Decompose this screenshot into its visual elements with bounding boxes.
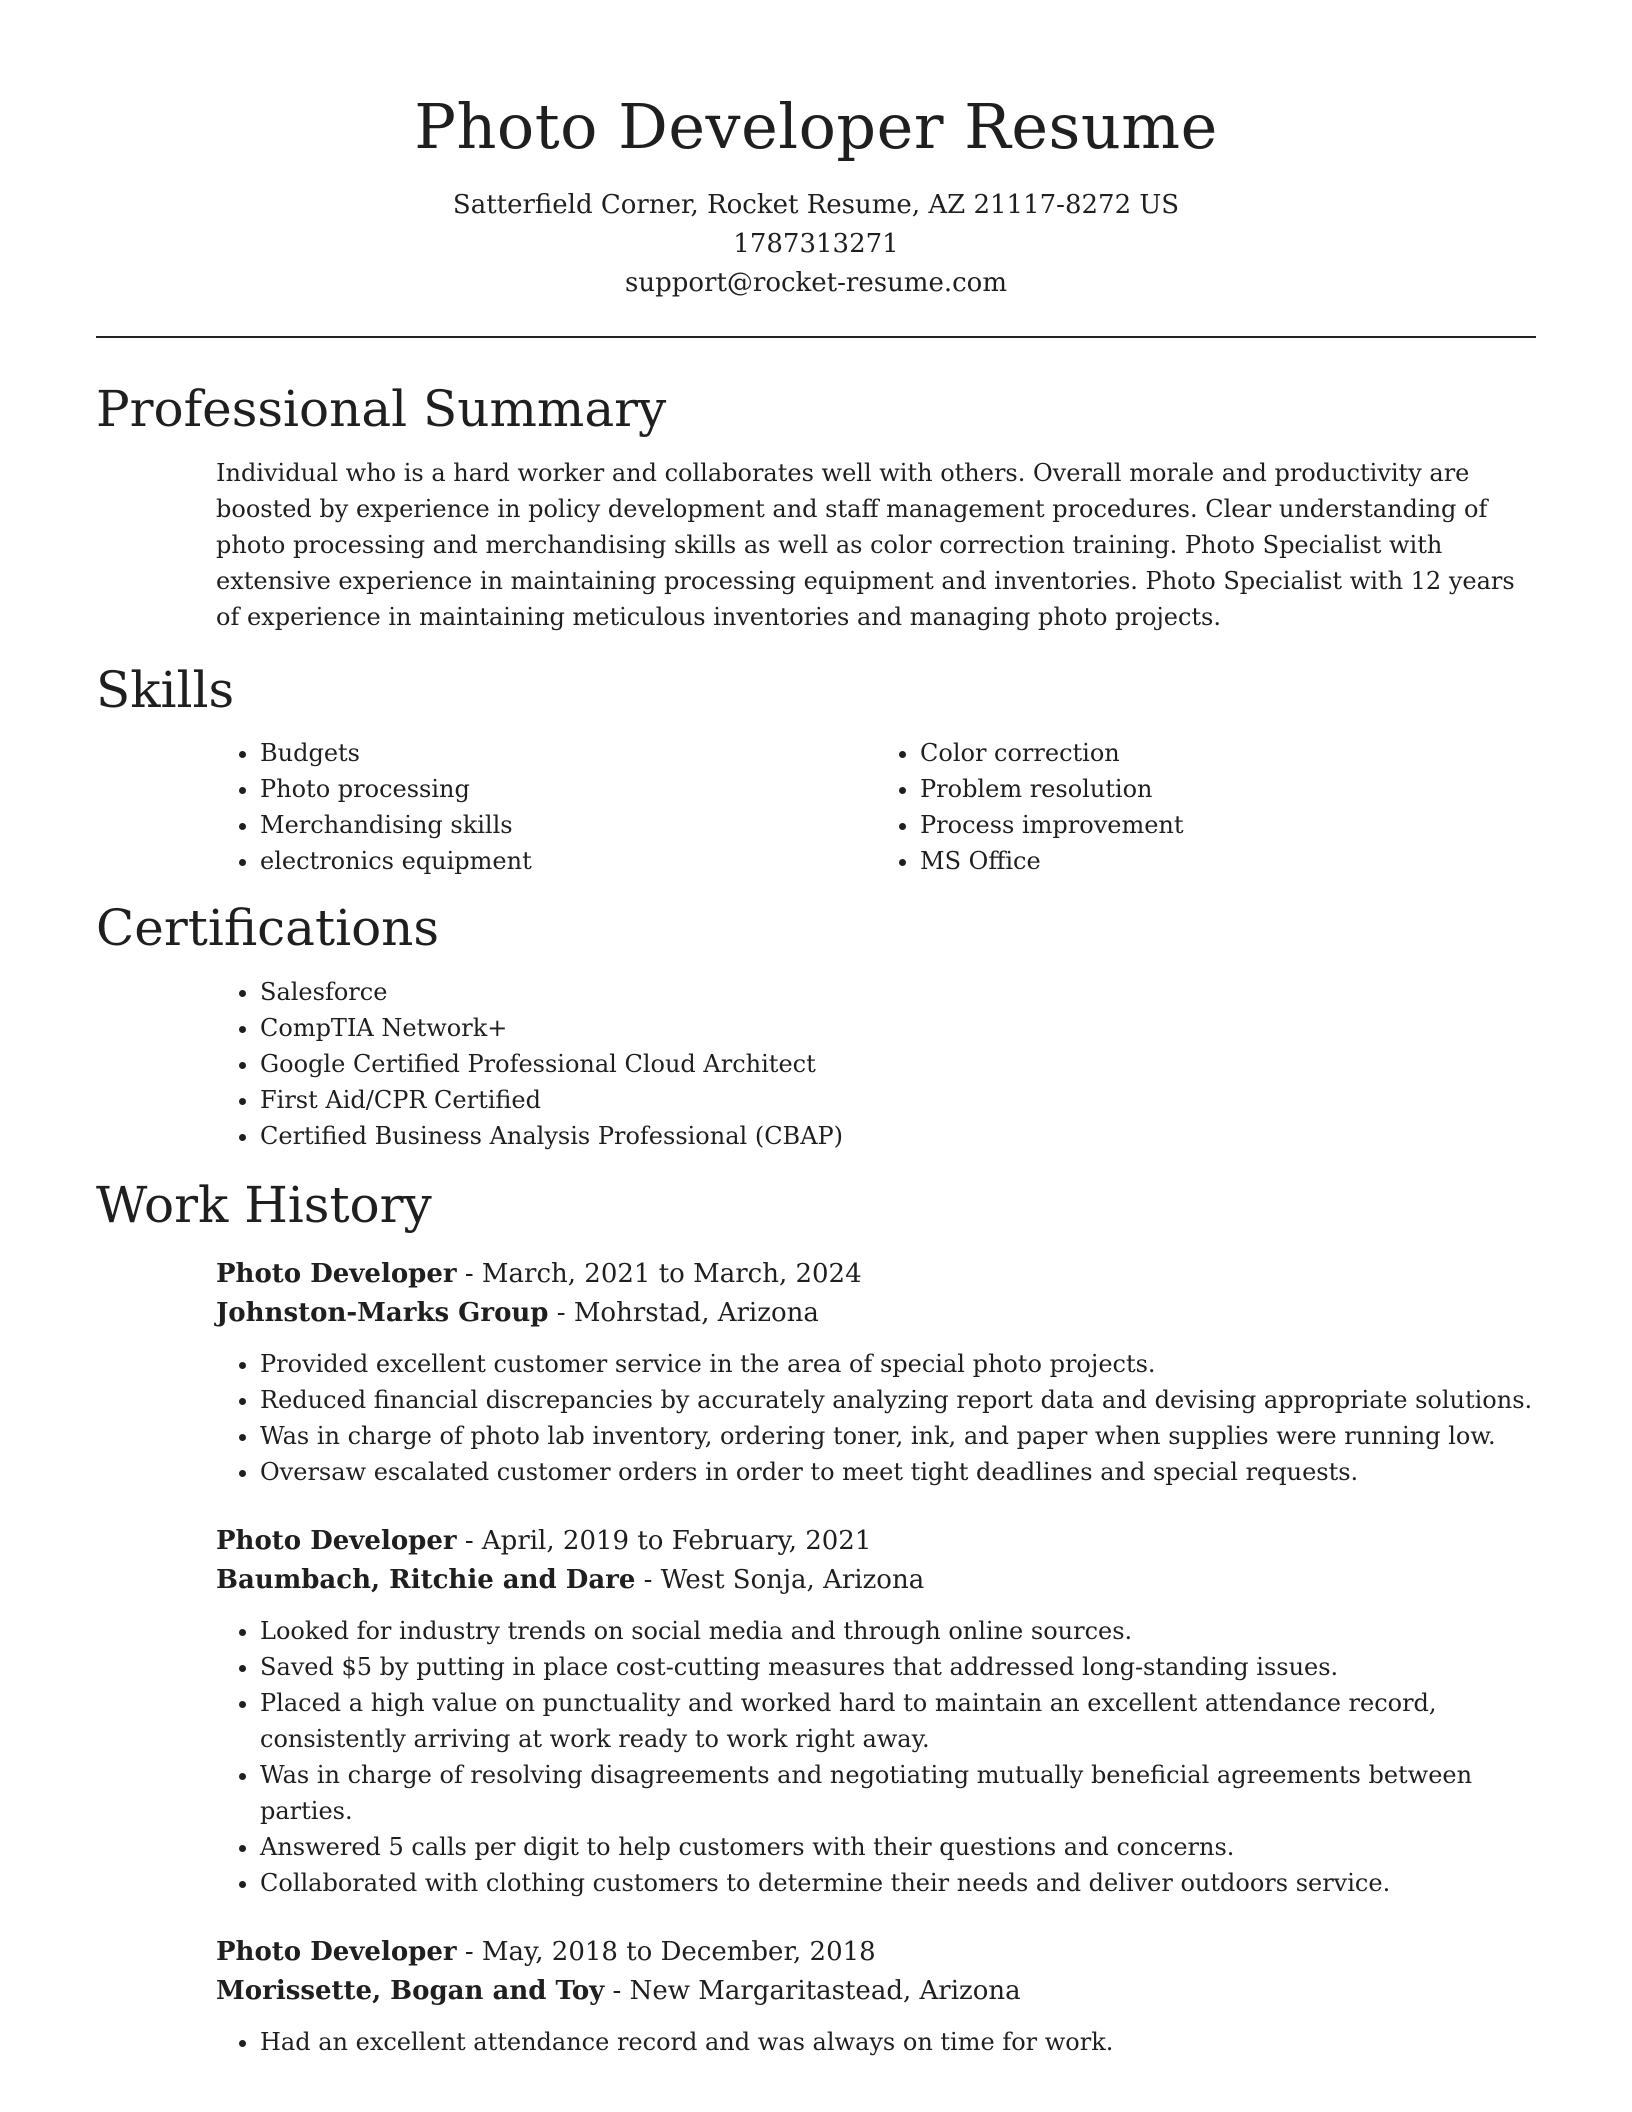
skills-columns <box>216 735 1536 879</box>
job-entry <box>216 1522 1536 1901</box>
skill-item: • Budgets <box>260 735 876 771</box>
skills-list-right <box>876 735 1536 879</box>
job-bullet: • Provided excellent customer service in the area of special photo projects. <box>260 1346 1536 1382</box>
contact-phone: 1787313271 <box>733 229 899 259</box>
certification-item: • CompTIA Network+ <box>260 1010 1536 1046</box>
skill-item: • Color correction <box>920 735 1536 771</box>
section-title-skills: Skills <box>96 661 235 719</box>
job-company: Johnston-Marks Group <box>216 1298 549 1328</box>
section-title-work-history: Work History <box>96 1176 432 1234</box>
job-bullet: • Was in charge of photo lab inventory, ordering toner, ink, and paper when supplies were running low. <box>260 1418 1536 1454</box>
contact-block <box>96 186 1536 303</box>
job-company-line <box>216 1294 1536 1333</box>
job-bullet: • Answered 5 calls per digit to help customers with their questions and concerns. <box>260 1829 1536 1865</box>
job-bullets <box>216 1613 1536 1901</box>
job-location: - West Sonja, Arizona <box>635 1565 925 1595</box>
job-company-line <box>216 1972 1536 2011</box>
header-divider <box>96 336 1536 338</box>
skill-item: • Process improvement <box>920 807 1536 843</box>
job-role: Photo Developer <box>216 1259 457 1289</box>
job-company: Morissette, Bogan and Toy <box>216 1976 605 2006</box>
job-bullets <box>216 2024 1536 2060</box>
job-location: - Mohrstad, Arizona <box>548 1298 819 1328</box>
job-bullet: • Saved $5 by putting in place cost-cutting measures that addressed long-standing issues. <box>260 1649 1536 1685</box>
certification-item: • First Aid/CPR Certified <box>260 1082 1536 1118</box>
contact-address: Satterfield Corner, Rocket Resume, AZ 21117-8272 US <box>452 190 1180 220</box>
job-dates: - March, 2021 to March, 2024 <box>456 1259 862 1289</box>
skill-item: • Problem resolution <box>920 771 1536 807</box>
section-title-certifications: Certifications <box>96 899 440 957</box>
job-bullet: • Had an excellent attendance record and was always on time for work. <box>260 2024 1536 2060</box>
job-dates: - May, 2018 to December, 2018 <box>456 1937 876 1967</box>
certification-item: • Salesforce <box>260 974 1536 1010</box>
skill-item: • Merchandising skills <box>260 807 876 843</box>
job-role: Photo Developer <box>216 1937 457 1967</box>
job-dates: - April, 2019 to February, 2021 <box>456 1526 872 1556</box>
certification-item: • Certified Business Analysis Professional (CBAP) <box>260 1118 1536 1154</box>
job-title-line <box>216 1255 1536 1294</box>
resume-title: Photo Developer Resume <box>414 90 1218 163</box>
job-role: Photo Developer <box>216 1526 457 1556</box>
contact-email: support@rocket-resume.com <box>624 268 1007 298</box>
certification-item: • Google Certified Professional Cloud Architect <box>260 1046 1536 1082</box>
job-company: Baumbach, Ritchie and Dare <box>216 1565 636 1595</box>
job-location: - New Margaritastead, Arizona <box>604 1976 1021 2006</box>
job-bullet: • Collaborated with clothing customers to determine their needs and deliver outdoors service. <box>260 1865 1536 1901</box>
job-bullets <box>216 1346 1536 1490</box>
skill-item: • Photo processing <box>260 771 876 807</box>
job-bullet: • Oversaw escalated customer orders in order to meet tight deadlines and special requests. <box>260 1454 1536 1490</box>
skill-item: • electronics equipment <box>260 843 876 879</box>
resume-page <box>96 0 1536 2060</box>
job-entry <box>216 1255 1536 1490</box>
skills-list-left <box>216 735 876 879</box>
skill-item: • MS Office <box>920 843 1536 879</box>
certifications-list <box>216 974 1536 1154</box>
summary-text: Individual who is a hard worker and collaborates well with others. Overall morale and productivity are boosted by experience in policy development and staff management procedures. Clear understanding of photo processing and merchandising skills as well as color correction training. Photo Specialist with extensive experience in maintaining processing equipment and inventories. Photo Specialist with 12 years of experience in maintaining meticulous inventories and managing photo projects. <box>216 459 1515 631</box>
job-entry <box>216 1933 1536 2060</box>
job-company-line <box>216 1561 1536 1600</box>
job-title-line <box>216 1933 1536 1972</box>
job-bullet: • Placed a high value on punctuality and worked hard to maintain an excellent attendance record, consistently arriving at work ready to work right away. <box>260 1685 1536 1757</box>
job-bullet: • Reduced financial discrepancies by accurately analyzing report data and devising appropriate solutions. <box>260 1382 1536 1418</box>
job-bullet: • Looked for industry trends on social media and through online sources. <box>260 1613 1536 1649</box>
job-bullet: • Was in charge of resolving disagreements and negotiating mutually beneficial agreements between parties. <box>260 1757 1536 1829</box>
section-title-summary: Professional Summary <box>96 380 667 438</box>
job-title-line <box>216 1522 1536 1561</box>
